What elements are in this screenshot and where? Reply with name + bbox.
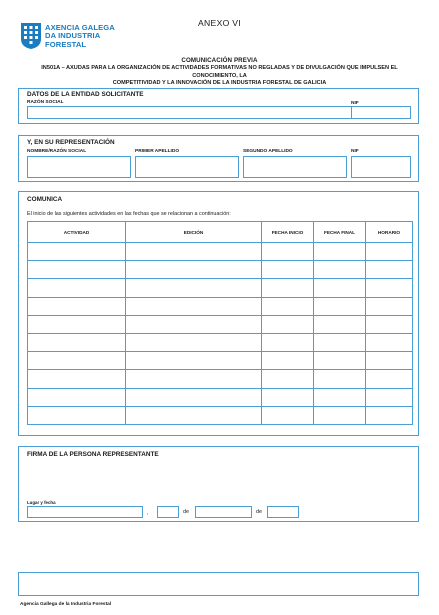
representacion-nif-field[interactable] <box>351 156 411 178</box>
table-cell[interactable] <box>28 352 126 370</box>
column-header-edicion: EDICIÓN <box>126 222 262 243</box>
shield-emblem-icon <box>20 22 42 50</box>
primer-apellido-field[interactable] <box>135 156 239 178</box>
form-title: COMUNICACIÓN PREVIA <box>181 57 258 64</box>
razon-social-field[interactable] <box>27 106 353 119</box>
footer-text: Agencia Gallega de la Industria Forestal <box>20 602 112 607</box>
activities-table <box>27 221 413 425</box>
table-cell[interactable] <box>28 333 126 351</box>
form-subtitle <box>22 65 417 88</box>
table-cell[interactable] <box>126 261 262 279</box>
table-cell[interactable] <box>366 388 413 406</box>
table-row <box>28 297 413 315</box>
entidad-section <box>18 88 419 124</box>
table-cell[interactable] <box>262 261 314 279</box>
table-row <box>28 388 413 406</box>
de-separator-2: de <box>256 509 262 515</box>
table-cell[interactable] <box>314 315 366 333</box>
table-cell[interactable] <box>262 315 314 333</box>
firma-section <box>18 446 419 522</box>
activities-table-body <box>28 243 413 425</box>
table-row <box>28 261 413 279</box>
column-header-horario: HORARIO <box>366 222 413 243</box>
entidad-nif-field[interactable] <box>351 106 411 119</box>
agency-logo-text <box>45 24 115 49</box>
table-header-row <box>28 222 413 243</box>
table-cell[interactable] <box>126 370 262 388</box>
table-cell[interactable] <box>262 333 314 351</box>
table-cell[interactable] <box>28 261 126 279</box>
table-cell[interactable] <box>262 279 314 297</box>
segundo-apellido-field[interactable] <box>243 156 347 178</box>
table-cell[interactable] <box>126 243 262 261</box>
table-cell[interactable] <box>314 261 366 279</box>
de-separator-1: de <box>183 509 189 515</box>
table-cell[interactable] <box>314 352 366 370</box>
lugar-field[interactable] <box>27 506 143 518</box>
table-row <box>28 243 413 261</box>
year-field[interactable] <box>267 506 299 518</box>
comunica-intro: El inicio de las siguientes actividades en las fechas que se relacionan a continuación: <box>27 211 231 217</box>
table-row <box>28 370 413 388</box>
table-cell[interactable] <box>28 315 126 333</box>
table-cell[interactable] <box>366 406 413 424</box>
entidad-nif-label: NIF <box>351 101 359 106</box>
table-cell[interactable] <box>366 261 413 279</box>
column-header-actividad: ACTIVIDAD <box>28 222 126 243</box>
table-row <box>28 333 413 351</box>
representacion-nif-label: NIF <box>351 149 359 154</box>
annex-title: ANEXO VI <box>198 18 241 28</box>
table-cell[interactable] <box>126 388 262 406</box>
table-row <box>28 279 413 297</box>
nombre-field[interactable] <box>27 156 131 178</box>
table-cell[interactable] <box>366 243 413 261</box>
entidad-section-title: DATOS DE LA ENTIDAD SOLICITANTE <box>27 91 144 98</box>
lugar-fecha-label: Lugar y fecha <box>27 500 56 505</box>
table-cell[interactable] <box>366 297 413 315</box>
table-cell[interactable] <box>262 243 314 261</box>
table-cell[interactable] <box>28 370 126 388</box>
logo-line: AXENCIA GALEGA <box>45 23 115 32</box>
table-cell[interactable] <box>28 243 126 261</box>
bottom-box <box>18 572 419 596</box>
table-row <box>28 315 413 333</box>
table-cell[interactable] <box>366 333 413 351</box>
table-cell[interactable] <box>314 406 366 424</box>
razon-social-label: RAZÓN SOCIAL <box>27 100 64 105</box>
table-cell[interactable] <box>126 406 262 424</box>
primer-apellido-label: PRIMER APELLIDO <box>135 149 180 154</box>
table-cell[interactable] <box>366 352 413 370</box>
table-cell[interactable] <box>314 388 366 406</box>
table-cell[interactable] <box>262 370 314 388</box>
table-cell[interactable] <box>262 388 314 406</box>
table-cell[interactable] <box>126 352 262 370</box>
table-cell[interactable] <box>262 297 314 315</box>
table-cell[interactable] <box>366 315 413 333</box>
representacion-section <box>18 135 419 182</box>
table-cell[interactable] <box>262 406 314 424</box>
representacion-section-title: Y, EN SU REPRESENTACIÓN <box>27 139 115 146</box>
table-cell[interactable] <box>366 279 413 297</box>
table-cell[interactable] <box>28 406 126 424</box>
comunica-section <box>18 191 419 436</box>
column-header-fecha-final: FECHA FINAL <box>314 222 366 243</box>
logo-line: DA INDUSTRIA <box>45 31 101 41</box>
table-cell[interactable] <box>366 370 413 388</box>
table-cell[interactable] <box>28 297 126 315</box>
table-cell[interactable] <box>314 279 366 297</box>
nombre-label: NOMBRE/RAZÓN SOCIAL <box>27 149 87 154</box>
table-cell[interactable] <box>126 315 262 333</box>
column-header-fecha-inicio: FECHA INICIO <box>262 222 314 243</box>
table-cell[interactable] <box>126 297 262 315</box>
table-cell[interactable] <box>314 243 366 261</box>
table-cell[interactable] <box>126 279 262 297</box>
logo-line: FORESTAL <box>45 39 87 49</box>
comma-separator: , <box>147 510 149 516</box>
month-field[interactable] <box>195 506 252 518</box>
table-cell[interactable] <box>126 333 262 351</box>
table-cell[interactable] <box>314 297 366 315</box>
table-cell[interactable] <box>28 279 126 297</box>
day-field[interactable] <box>157 506 179 518</box>
comunica-section-title: COMUNICA <box>27 196 63 203</box>
table-cell[interactable] <box>314 370 366 388</box>
subtitle-line: IN501A – AXUDAS PARA LA ORGANIZACIÓN DE ACTIVIDADES FORMATIVAS NO REGLADAS Y DE DIVULGACIÓN QUE IMPULSEN EL CONOCIMIENTO, LA <box>41 65 398 79</box>
subtitle-line: COMPETITIVIDAD Y LA INNOVACIÓN DE LA INDUSTRIA FORESTAL DE GALICIA <box>112 80 327 87</box>
table-row <box>28 352 413 370</box>
segundo-apellido-label: SEGUNDO APELLIDO <box>243 149 293 154</box>
firma-section-title: FIRMA DE LA PERSONA REPRESENTANTE <box>27 451 159 458</box>
table-row <box>28 406 413 424</box>
table-cell[interactable] <box>314 333 366 351</box>
table-cell[interactable] <box>28 388 126 406</box>
table-cell[interactable] <box>262 352 314 370</box>
